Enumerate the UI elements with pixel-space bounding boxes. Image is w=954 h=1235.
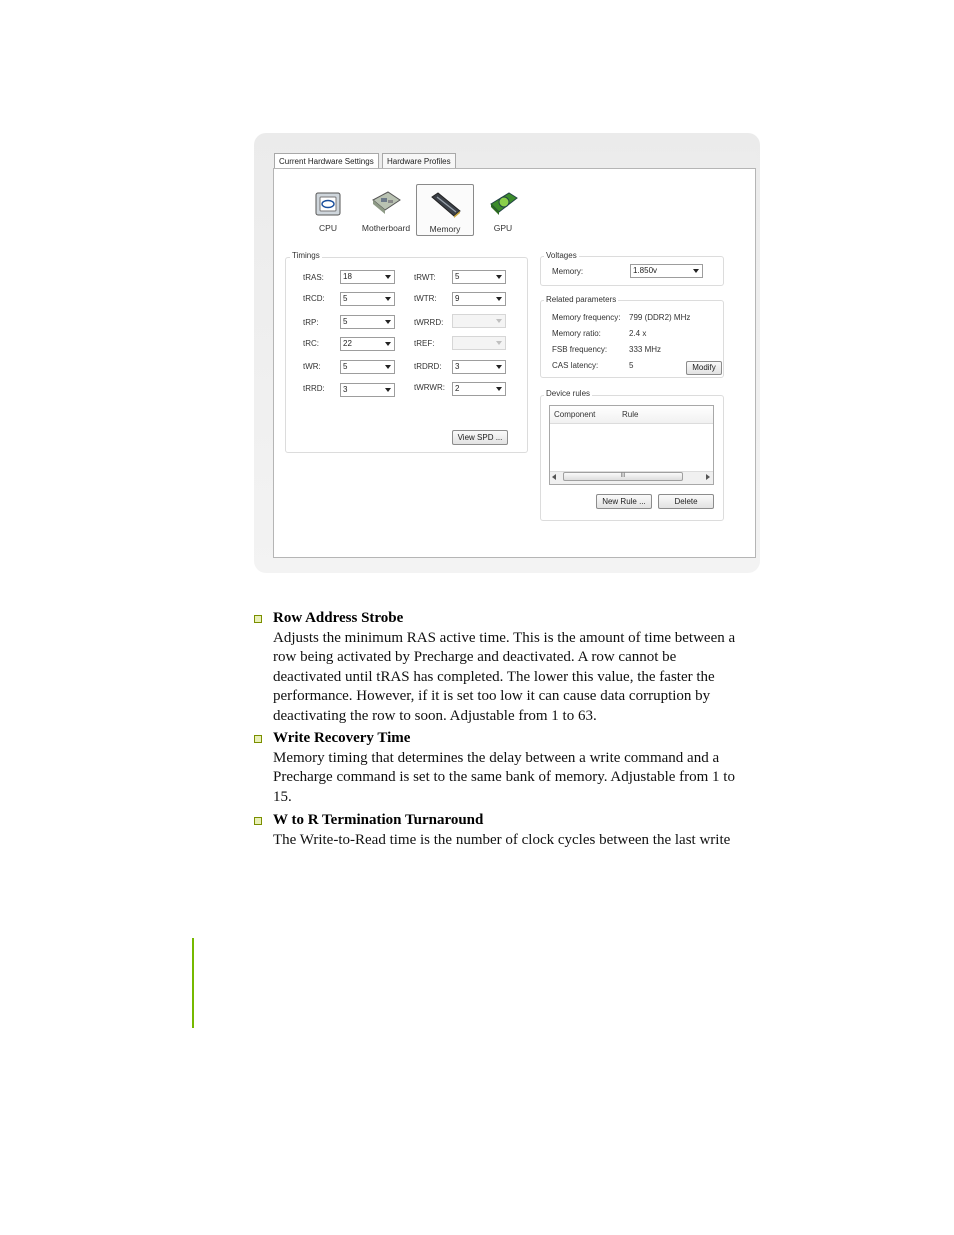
param-label: CAS latency: <box>552 361 599 370</box>
timing-dropdown-trp[interactable]: 5 <box>340 315 395 329</box>
timing-label: tREF: <box>414 339 435 348</box>
item-body-row-address-strobe <box>273 629 797 726</box>
timing-dropdown-trwt[interactable]: 5 <box>452 270 506 284</box>
voltages-title: Voltages <box>546 251 577 260</box>
timings-group <box>285 257 528 453</box>
chevron-down-icon <box>385 320 391 324</box>
timing-label: tRCD: <box>303 294 325 303</box>
timing-label: tWR: <box>303 362 321 371</box>
timing-label: tRDRD: <box>414 362 442 371</box>
param-label: FSB frequency: <box>552 345 608 354</box>
timing-dropdown-trrd[interactable]: 3 <box>340 383 395 397</box>
device-motherboard[interactable] <box>357 184 415 236</box>
column-header-component[interactable]: Component <box>554 410 596 419</box>
device-rules-title: Device rules <box>546 389 591 398</box>
bullet-icon <box>254 615 262 623</box>
device-label-motherboard: Motherboard <box>361 223 411 233</box>
chevron-down-icon <box>496 365 502 369</box>
paragraph-line: deactivated until tRAS has completed. The lower this value, the faster the <box>273 668 715 685</box>
param-value: 799 (DDR2) MHz <box>629 313 691 322</box>
timing-label: tRRD: <box>303 384 325 393</box>
cpu-icon <box>312 188 344 220</box>
timing-label: tWRWR: <box>414 383 445 392</box>
chevron-down-icon <box>496 341 502 345</box>
timing-label: tRC: <box>303 339 319 348</box>
chevron-down-icon <box>693 269 699 273</box>
column-header-rule[interactable]: Rule <box>622 410 639 419</box>
timing-dropdown-twrrd[interactable] <box>452 314 506 328</box>
paragraph-line: 15. <box>273 788 292 805</box>
paragraph-line: performance. However, if it is set too low it can cause data corruption by <box>273 688 711 705</box>
bullet-icon <box>254 817 262 825</box>
timing-label: tRAS: <box>303 273 324 282</box>
timing-dropdown-twtr[interactable]: 9 <box>452 292 506 306</box>
paragraph-line: row being activated by Precharge and deactivated. A row cannot be <box>273 649 677 666</box>
timing-label: tRP: <box>303 318 319 327</box>
paragraph-line: deactivating the row to soon. Adjustable from 1 to 63. <box>273 707 597 724</box>
motherboard-icon <box>370 188 402 220</box>
gpu-icon <box>487 188 519 220</box>
chevron-down-icon <box>385 297 391 301</box>
item-body-write-recovery-time <box>273 749 797 807</box>
modify-button[interactable]: Modify <box>686 361 722 375</box>
margin-accent-bar <box>192 938 194 1028</box>
device-cpu[interactable] <box>299 184 357 236</box>
tab-hardware-profiles[interactable]: Hardware Profiles <box>382 153 456 168</box>
scroll-thumb[interactable]: III <box>563 472 683 481</box>
item-title-write-recovery-time: Write Recovery Time <box>273 730 411 746</box>
chevron-down-icon <box>496 297 502 301</box>
param-value: 2.4 x <box>629 329 647 338</box>
scroll-right-icon[interactable] <box>706 474 710 480</box>
paragraph-line: Precharge command is set to the same bank of memory. Adjustable from 1 to <box>273 769 735 786</box>
device-label-cpu: CPU <box>319 223 337 233</box>
chevron-down-icon <box>385 342 391 346</box>
device-label-gpu: GPU <box>493 223 513 233</box>
new-rule-button[interactable]: New Rule ... <box>596 494 652 509</box>
memory-icon <box>430 189 462 221</box>
paragraph-line: Memory timing that determines the delay between a write command and a <box>273 750 720 766</box>
paragraph-line: The Write-to-Read time is the number of clock cycles between the last write <box>273 832 731 848</box>
timing-dropdown-twrwr[interactable]: 2 <box>452 382 506 396</box>
tab-current-hardware-settings[interactable]: Current Hardware Settings <box>274 153 379 170</box>
chevron-down-icon <box>385 365 391 369</box>
timing-label: tWTR: <box>414 294 437 303</box>
view-spd-button[interactable]: View SPD ... <box>452 430 508 445</box>
timing-dropdown-twr[interactable]: 5 <box>340 360 395 374</box>
timing-dropdown-trcd[interactable]: 5 <box>340 292 395 306</box>
param-value: 5 <box>629 361 634 370</box>
chevron-down-icon <box>496 275 502 279</box>
device-label-memory: Memory <box>429 224 461 234</box>
memory-voltage-label: Memory: <box>552 267 584 276</box>
bullet-icon <box>254 735 262 743</box>
item-body-w-to-r-termination-turnaround <box>273 831 797 850</box>
device-gpu[interactable] <box>474 184 532 236</box>
item-title-w-to-r-termination-turnaround: W to R Termination Turnaround <box>273 812 484 828</box>
scroll-left-icon[interactable] <box>552 474 556 480</box>
timing-label: tRWT: <box>414 273 436 282</box>
chevron-down-icon <box>496 319 502 323</box>
param-label: Memory ratio: <box>552 329 601 338</box>
timing-dropdown-tras[interactable]: 18 <box>340 270 395 284</box>
timing-dropdown-trc[interactable]: 22 <box>340 337 395 351</box>
param-label: Memory frequency: <box>552 313 621 322</box>
device-memory[interactable] <box>416 184 474 236</box>
chevron-down-icon <box>385 388 391 392</box>
chevron-down-icon <box>385 275 391 279</box>
timings-title: Timings <box>292 251 320 260</box>
delete-button[interactable]: Delete <box>658 494 714 509</box>
chevron-down-icon <box>496 387 502 391</box>
timing-dropdown-trdrd[interactable]: 3 <box>452 360 506 374</box>
paragraph-line: Adjusts the minimum RAS active time. This is the amount of time between a <box>273 630 736 646</box>
timing-label: tWRRD: <box>414 318 444 327</box>
timing-dropdown-tref[interactable] <box>452 336 506 350</box>
memory-voltage-dropdown[interactable]: 1.850v <box>630 264 703 278</box>
related-parameters-title: Related parameters <box>546 295 617 304</box>
item-title-row-address-strobe: Row Address Strobe <box>273 610 404 626</box>
param-value: 333 MHz <box>629 345 662 354</box>
